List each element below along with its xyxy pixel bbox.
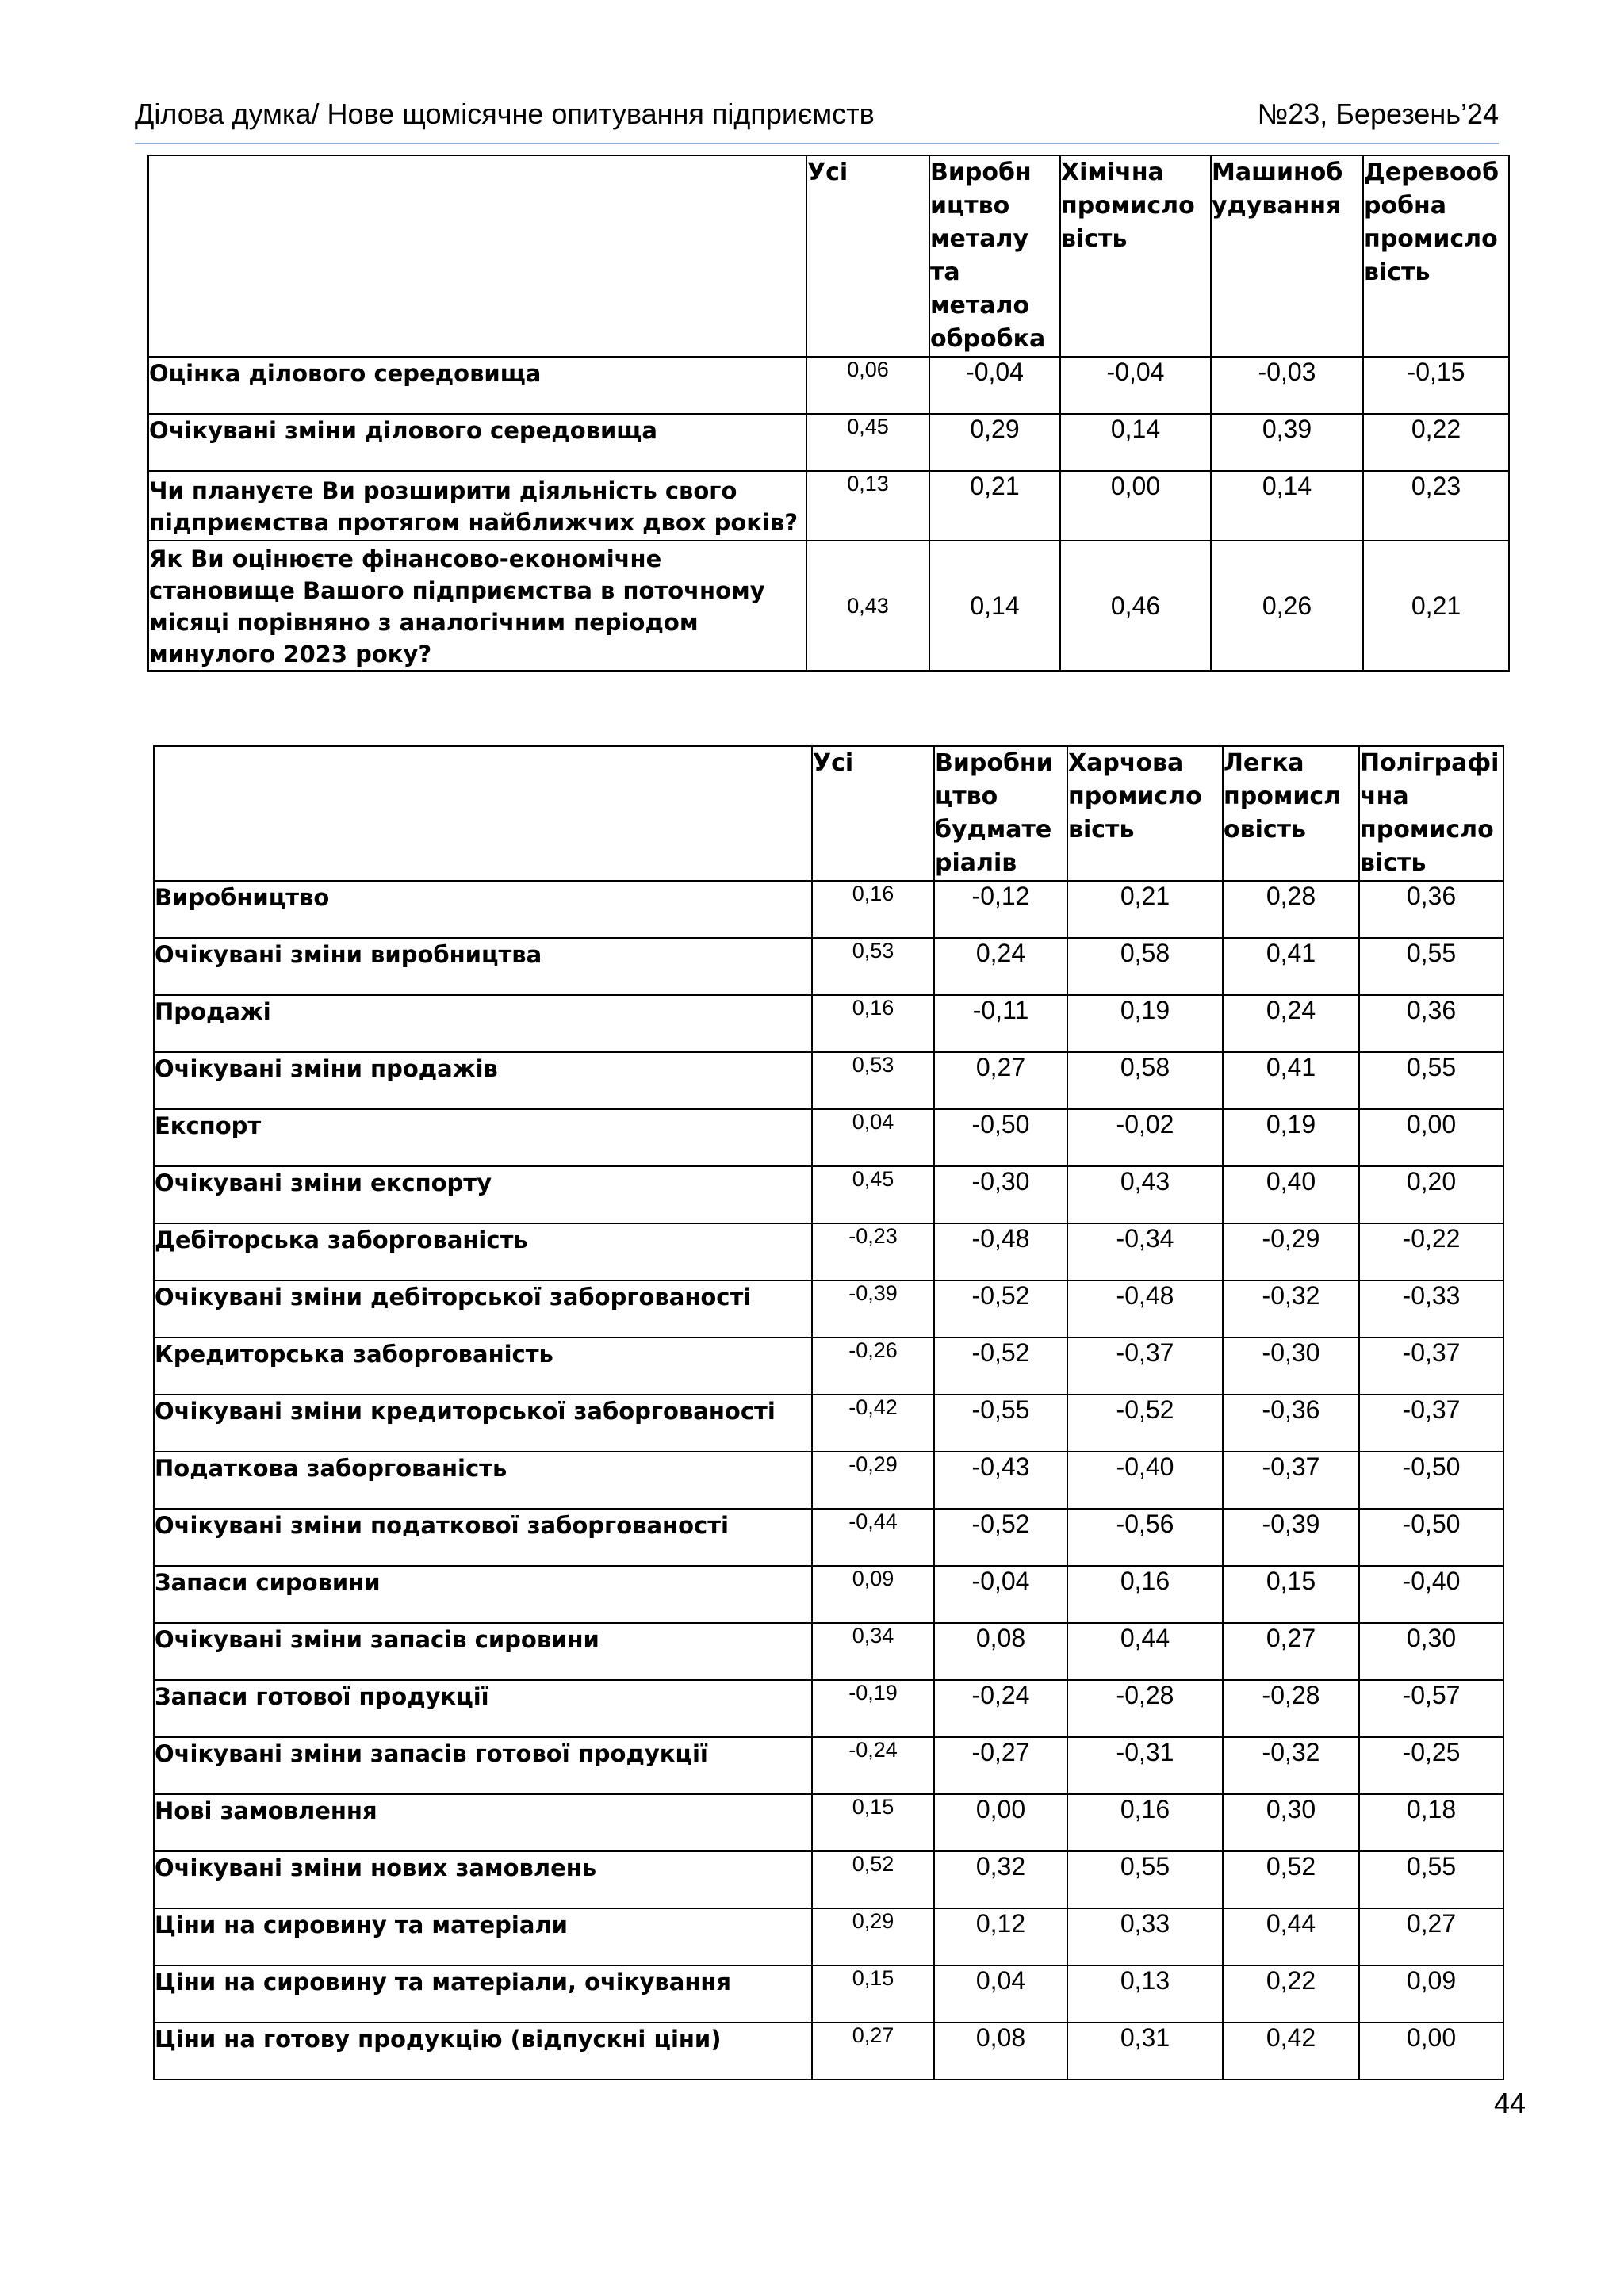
value-cell: -0,40 bbox=[1359, 1566, 1503, 1623]
value-all: 0,15 bbox=[812, 1794, 934, 1851]
column-header-line: промисло bbox=[1061, 192, 1195, 220]
table-row bbox=[154, 1052, 1503, 1109]
value-all: 0,15 bbox=[812, 1965, 934, 2022]
column-header-line: промисло bbox=[1360, 816, 1494, 844]
value-cell: -0,27 bbox=[934, 1737, 1067, 1794]
row-label: Як Ви оцінюєте фінансово-економічне становище Вашого підприємства в поточному місяці порівняно з аналогічним періодом минулого 2023 року? bbox=[148, 541, 806, 671]
value-cell: -0,04 bbox=[1060, 357, 1211, 414]
table-row bbox=[154, 1452, 1503, 1509]
value-cell: -0,02 bbox=[1067, 1109, 1223, 1166]
value-cell: 0,21 bbox=[1363, 541, 1509, 671]
column-header-line: Хімічна bbox=[1061, 159, 1164, 186]
value-cell: 0,22 bbox=[1363, 414, 1509, 471]
report-title: Ділова думка/ Нове щомісячне опитування підприємств bbox=[135, 98, 875, 130]
table-row bbox=[154, 938, 1503, 995]
value-cell: 0,41 bbox=[1223, 1052, 1359, 1109]
value-cell: -0,57 bbox=[1359, 1680, 1503, 1737]
value-cell: -0,28 bbox=[1067, 1680, 1223, 1737]
row-label: Очікувані зміни виробництва bbox=[154, 938, 812, 995]
column-header-line: вість bbox=[1061, 225, 1128, 253]
header-blank bbox=[148, 155, 806, 357]
row-label: Кредиторська заборгованість bbox=[154, 1337, 812, 1395]
column-header-line: чна bbox=[1360, 783, 1409, 810]
value-cell: -0,28 bbox=[1223, 1680, 1359, 1737]
column-header-line: овість bbox=[1224, 816, 1307, 844]
value-all: -0,42 bbox=[812, 1395, 934, 1452]
header-row bbox=[148, 155, 1509, 357]
column-header-line: промисло bbox=[1068, 783, 1202, 810]
value-cell: 0,19 bbox=[1223, 1109, 1359, 1166]
table-row bbox=[154, 1737, 1503, 1794]
value-cell: 0,52 bbox=[1223, 1851, 1359, 1908]
value-cell: -0,30 bbox=[934, 1166, 1067, 1223]
value-cell: 0,00 bbox=[934, 1794, 1067, 1851]
value-cell: -0,30 bbox=[1223, 1337, 1359, 1395]
table-row bbox=[154, 1566, 1503, 1623]
value-cell: -0,04 bbox=[929, 357, 1060, 414]
table-row bbox=[154, 1680, 1503, 1737]
value-cell: 0,18 bbox=[1359, 1794, 1503, 1851]
row-label: Продажі bbox=[154, 995, 812, 1052]
value-cell: -0,37 bbox=[1359, 1337, 1503, 1395]
value-cell: 0,42 bbox=[1223, 2022, 1359, 2080]
table-row bbox=[154, 2022, 1503, 2080]
value-cell: -0,36 bbox=[1223, 1395, 1359, 1452]
value-cell: 0,58 bbox=[1067, 1052, 1223, 1109]
column-header-line: Легка bbox=[1224, 749, 1304, 777]
row-label: Експорт bbox=[154, 1109, 812, 1166]
value-cell: -0,52 bbox=[934, 1509, 1067, 1566]
table-row bbox=[154, 1337, 1503, 1395]
value-all: 0,04 bbox=[812, 1109, 934, 1166]
indicators-table bbox=[153, 745, 1504, 2080]
column-header-line: вість bbox=[1364, 258, 1431, 286]
value-all: 0,45 bbox=[806, 414, 929, 471]
value-cell: -0,56 bbox=[1067, 1509, 1223, 1566]
value-all: 0,27 bbox=[812, 2022, 934, 2080]
value-cell: 0,15 bbox=[1223, 1566, 1359, 1623]
value-cell: -0,32 bbox=[1223, 1737, 1359, 1794]
table-row bbox=[154, 1223, 1503, 1280]
column-header-line: Поліграфі bbox=[1360, 749, 1500, 777]
value-all: 0,45 bbox=[812, 1166, 934, 1223]
header-blank bbox=[154, 746, 812, 881]
page-header bbox=[135, 94, 1499, 144]
value-all: 0,53 bbox=[812, 938, 934, 995]
value-cell: 0,30 bbox=[1223, 1794, 1359, 1851]
value-cell: 0,00 bbox=[1060, 471, 1211, 541]
column-header-line: вість bbox=[1360, 849, 1427, 877]
value-cell: -0,52 bbox=[934, 1280, 1067, 1337]
value-cell: 0,29 bbox=[929, 414, 1060, 471]
value-cell: -0,37 bbox=[1359, 1395, 1503, 1452]
value-cell: -0,50 bbox=[934, 1109, 1067, 1166]
value-cell: 0,28 bbox=[1223, 881, 1359, 938]
value-all: -0,44 bbox=[812, 1509, 934, 1566]
issue-label: №23, Березень’24 bbox=[1257, 98, 1499, 130]
table-row bbox=[154, 1908, 1503, 1965]
value-cell: -0,31 bbox=[1067, 1737, 1223, 1794]
value-cell: 0,16 bbox=[1067, 1566, 1223, 1623]
column-header-line: Усі bbox=[813, 749, 854, 777]
row-label: Очікувані зміни продажів bbox=[154, 1052, 812, 1109]
row-label: Запаси сировини bbox=[154, 1566, 812, 1623]
row-label: Ціни на сировину та матеріали bbox=[154, 1908, 812, 1965]
value-cell: -0,34 bbox=[1067, 1223, 1223, 1280]
value-cell: 0,55 bbox=[1359, 1052, 1503, 1109]
value-cell: 0,27 bbox=[934, 1052, 1067, 1109]
value-cell: -0,37 bbox=[1223, 1452, 1359, 1509]
value-cell: 0,20 bbox=[1359, 1166, 1503, 1223]
value-all: -0,23 bbox=[812, 1223, 934, 1280]
value-cell: 0,12 bbox=[934, 1908, 1067, 1965]
value-cell: -0,12 bbox=[934, 881, 1067, 938]
value-cell: -0,55 bbox=[934, 1395, 1067, 1452]
value-all: -0,29 bbox=[812, 1452, 934, 1509]
value-cell: -0,37 bbox=[1067, 1337, 1223, 1395]
value-cell: 0,14 bbox=[929, 541, 1060, 671]
column-header-line: обробка bbox=[930, 325, 1046, 353]
column-header-line: робна bbox=[1364, 192, 1447, 220]
table-row bbox=[148, 471, 1509, 541]
column-header bbox=[929, 155, 1060, 357]
column-header-line: ріалів bbox=[935, 849, 1017, 877]
value-cell: -0,43 bbox=[934, 1452, 1067, 1509]
value-cell: 0,08 bbox=[934, 2022, 1067, 2080]
value-cell: 0,09 bbox=[1359, 1965, 1503, 2022]
column-header-line: удування bbox=[1212, 192, 1342, 220]
row-label: Нові замовлення bbox=[154, 1794, 812, 1851]
value-cell: -0,24 bbox=[934, 1680, 1067, 1737]
value-cell: 0,26 bbox=[1211, 541, 1363, 671]
column-header-line: метало bbox=[930, 292, 1030, 320]
table-row bbox=[154, 995, 1503, 1052]
value-all: 0,52 bbox=[812, 1851, 934, 1908]
row-label: Очікувані зміни запасів сировини bbox=[154, 1623, 812, 1680]
table-row bbox=[154, 1166, 1503, 1223]
value-cell: 0,19 bbox=[1067, 995, 1223, 1052]
table-row bbox=[148, 357, 1509, 414]
table-row bbox=[154, 1965, 1503, 2022]
value-cell: 0,55 bbox=[1067, 1851, 1223, 1908]
value-cell: 0,31 bbox=[1067, 2022, 1223, 2080]
value-cell: -0,11 bbox=[934, 995, 1067, 1052]
column-header-line: ицтво bbox=[930, 192, 1010, 220]
column-header-line: Машиноб bbox=[1212, 159, 1343, 186]
value-cell: 0,14 bbox=[1211, 471, 1363, 541]
column-header-line: металу bbox=[930, 225, 1029, 253]
value-cell: -0,40 bbox=[1067, 1452, 1223, 1509]
row-label: Ціни на сировину та матеріали, очікування bbox=[154, 1965, 812, 2022]
row-label: Чи плануєте Ви розширити діяльність свого підприємства протягом найближчих двох років? bbox=[148, 471, 806, 541]
table-row bbox=[154, 1509, 1503, 1566]
column-header-line: Виробн bbox=[930, 159, 1032, 186]
value-cell: -0,39 bbox=[1223, 1509, 1359, 1566]
column-header bbox=[1060, 155, 1211, 357]
value-cell: -0,22 bbox=[1359, 1223, 1503, 1280]
column-header-line: Виробни bbox=[935, 749, 1053, 777]
value-all: 0,13 bbox=[806, 471, 929, 541]
column-header-line: промисл bbox=[1224, 783, 1342, 810]
column-header bbox=[1363, 155, 1509, 357]
value-all: -0,26 bbox=[812, 1337, 934, 1395]
value-cell: 0,58 bbox=[1067, 938, 1223, 995]
row-label: Запаси готової продукції bbox=[154, 1680, 812, 1737]
value-cell: 0,14 bbox=[1060, 414, 1211, 471]
value-cell: 0,33 bbox=[1067, 1908, 1223, 1965]
value-cell: 0,55 bbox=[1359, 1851, 1503, 1908]
value-cell: -0,50 bbox=[1359, 1452, 1503, 1509]
value-cell: -0,52 bbox=[1067, 1395, 1223, 1452]
table2-body bbox=[154, 746, 1503, 2080]
column-header-line: Харчова bbox=[1068, 749, 1184, 777]
value-all: -0,39 bbox=[812, 1280, 934, 1337]
table-row bbox=[154, 1280, 1503, 1337]
value-cell: 0,27 bbox=[1223, 1623, 1359, 1680]
value-cell: 0,21 bbox=[929, 471, 1060, 541]
value-all: 0,06 bbox=[806, 357, 929, 414]
table-row bbox=[154, 881, 1503, 938]
value-cell: 0,13 bbox=[1067, 1965, 1223, 2022]
value-cell: 0,04 bbox=[934, 1965, 1067, 2022]
row-label: Очікувані зміни дебіторської заборгованості bbox=[154, 1280, 812, 1337]
row-label: Податкова заборгованість bbox=[154, 1452, 812, 1509]
table1-body bbox=[148, 155, 1509, 671]
table-row bbox=[154, 1395, 1503, 1452]
row-label: Оцінка ділового середовища bbox=[148, 357, 806, 414]
row-label: Виробництво bbox=[154, 881, 812, 938]
column-header-line: вість bbox=[1068, 816, 1135, 844]
value-cell: 0,32 bbox=[934, 1851, 1067, 1908]
table-row bbox=[154, 1109, 1503, 1166]
value-cell: -0,32 bbox=[1223, 1280, 1359, 1337]
value-cell: 0,21 bbox=[1067, 881, 1223, 938]
value-cell: 0,24 bbox=[1223, 995, 1359, 1052]
column-header-line: Усі bbox=[807, 159, 848, 186]
value-cell: -0,25 bbox=[1359, 1737, 1503, 1794]
business-climate-table bbox=[147, 155, 1510, 672]
value-cell: 0,39 bbox=[1211, 414, 1363, 471]
value-cell: 0,36 bbox=[1359, 881, 1503, 938]
column-header bbox=[934, 746, 1067, 881]
column-header-line: Деревооб bbox=[1364, 159, 1500, 186]
value-cell: 0,27 bbox=[1359, 1908, 1503, 1965]
value-cell: 0,16 bbox=[1067, 1794, 1223, 1851]
row-label: Ціни на готову продукцію (відпускні ціни) bbox=[154, 2022, 812, 2080]
value-cell: -0,52 bbox=[934, 1337, 1067, 1395]
column-header-line: та bbox=[930, 258, 960, 286]
value-cell: 0,44 bbox=[1223, 1908, 1359, 1965]
header-row bbox=[154, 746, 1503, 881]
value-cell: 0,43 bbox=[1067, 1166, 1223, 1223]
value-cell: 0,44 bbox=[1067, 1623, 1223, 1680]
value-all: -0,24 bbox=[812, 1737, 934, 1794]
row-label: Очікувані зміни кредиторської заборгованості bbox=[154, 1395, 812, 1452]
column-header bbox=[806, 155, 929, 357]
value-cell: 0,00 bbox=[1359, 2022, 1503, 2080]
column-header bbox=[1223, 746, 1359, 881]
table-row bbox=[154, 1794, 1503, 1851]
value-cell: 0,41 bbox=[1223, 938, 1359, 995]
value-cell: 0,00 bbox=[1359, 1109, 1503, 1166]
column-header-line: цтво bbox=[935, 783, 998, 810]
page-number: 44 bbox=[1493, 2087, 1526, 2119]
value-all: 0,43 bbox=[806, 541, 929, 671]
value-cell: 0,30 bbox=[1359, 1623, 1503, 1680]
row-label: Очікувані зміни запасів готової продукції bbox=[154, 1737, 812, 1794]
value-cell: 0,22 bbox=[1223, 1965, 1359, 2022]
value-cell: 0,36 bbox=[1359, 995, 1503, 1052]
value-cell: -0,29 bbox=[1223, 1223, 1359, 1280]
value-cell: -0,15 bbox=[1363, 357, 1509, 414]
value-cell: 0,40 bbox=[1223, 1166, 1359, 1223]
value-all: 0,16 bbox=[812, 881, 934, 938]
column-header-line: промисло bbox=[1364, 225, 1498, 253]
table-row bbox=[154, 1851, 1503, 1908]
row-label: Очікувані зміни експорту bbox=[154, 1166, 812, 1223]
table-row bbox=[148, 541, 1509, 671]
value-all: 0,53 bbox=[812, 1052, 934, 1109]
value-cell: 0,55 bbox=[1359, 938, 1503, 995]
value-cell: -0,50 bbox=[1359, 1509, 1503, 1566]
column-header bbox=[812, 746, 934, 881]
value-all: -0,19 bbox=[812, 1680, 934, 1737]
value-cell: -0,03 bbox=[1211, 357, 1363, 414]
value-all: 0,16 bbox=[812, 995, 934, 1052]
row-label: Очікувані зміни ділового середовища bbox=[148, 414, 806, 471]
value-cell: 0,24 bbox=[934, 938, 1067, 995]
row-label: Дебіторська заборгованість bbox=[154, 1223, 812, 1280]
value-cell: -0,33 bbox=[1359, 1280, 1503, 1337]
value-all: 0,09 bbox=[812, 1566, 934, 1623]
value-cell: 0,08 bbox=[934, 1623, 1067, 1680]
value-all: 0,29 bbox=[812, 1908, 934, 1965]
column-header bbox=[1067, 746, 1223, 881]
value-cell: 0,23 bbox=[1363, 471, 1509, 541]
value-cell: -0,04 bbox=[934, 1566, 1067, 1623]
value-cell: 0,46 bbox=[1060, 541, 1211, 671]
table-row bbox=[154, 1623, 1503, 1680]
value-all: 0,34 bbox=[812, 1623, 934, 1680]
value-cell: -0,48 bbox=[1067, 1280, 1223, 1337]
value-cell: -0,48 bbox=[934, 1223, 1067, 1280]
column-header bbox=[1359, 746, 1503, 881]
column-header-line: будмате bbox=[935, 816, 1052, 844]
table-row bbox=[148, 414, 1509, 471]
column-header bbox=[1211, 155, 1363, 357]
row-label: Очікувані зміни податкової заборгованості bbox=[154, 1509, 812, 1566]
row-label: Очікувані зміни нових замовлень bbox=[154, 1851, 812, 1908]
